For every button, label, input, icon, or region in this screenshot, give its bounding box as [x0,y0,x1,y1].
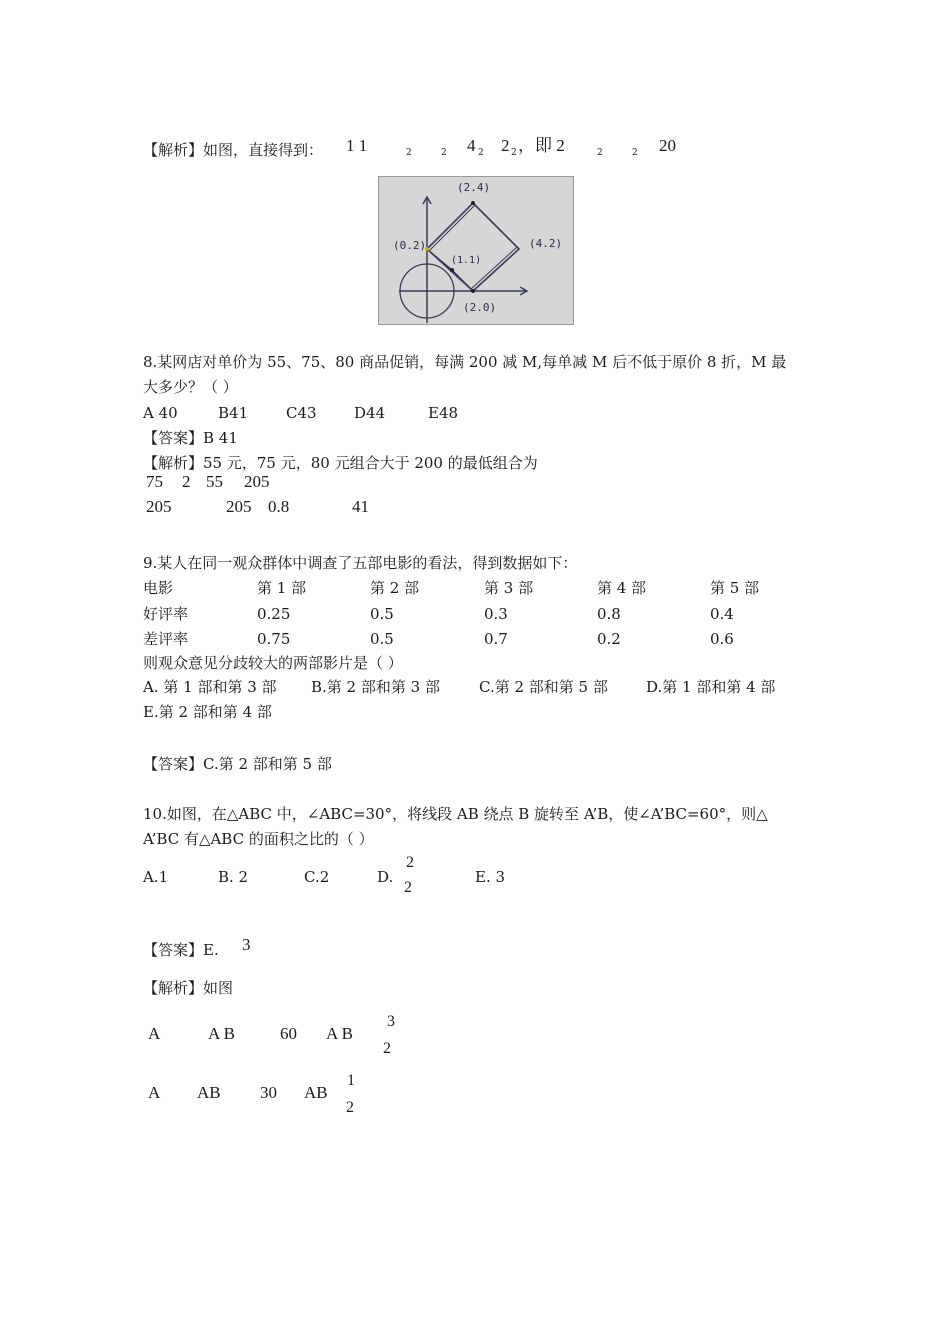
equation-part: ，即 2 [518,136,565,155]
diamond-shape [427,203,519,291]
table-header: 第 1 部 [257,579,307,597]
coordinate-sketch [379,177,573,324]
q8-calc: 205 [146,497,172,516]
q10-option-d-denominator: 2 [404,879,412,896]
equation-part: 4 [467,136,476,155]
equation-part: 20 [659,136,676,155]
table-header: 第 5 部 [710,579,760,597]
equation-part: 2 [406,148,412,158]
q10-line2: A’BC 有△ABC 的面积之比的（ ） [143,830,374,848]
table-header: 第 4 部 [597,579,647,597]
q9-answer: 【答案】C.第 2 部和第 5 部 [143,755,332,773]
q8-calc: 205 [244,472,270,491]
table-cell: 0.6 [710,630,734,648]
table-cell: 0.25 [257,605,291,623]
q8-line2: 大多少？（ ） [143,378,238,396]
table-cell: 0.3 [484,605,508,623]
table-cell: 0.8 [597,605,621,623]
table-cell: 0.2 [597,630,621,648]
table-header: 电影 [143,579,174,597]
q10-answer-value: 3 [242,935,251,954]
analysis-label: 【解析】如图，直接得到： [143,141,324,159]
q10-calc: 30 [260,1083,277,1102]
q9-question: 9.某人在同一观众群体中调查了五部电影的看法，得到数据如下： [143,554,578,572]
point [471,289,475,293]
equation-part: 1 1 [346,136,368,155]
q10-calc: A [148,1024,161,1043]
q10-option-d: D. [377,868,394,886]
q9-prompt: 则观众意见分歧较大的两部影片是（ ） [143,654,403,672]
table-cell: 0.75 [257,630,291,648]
equation-part: 2 [597,148,603,158]
q10-option-a: A.1 [143,868,169,886]
table-cell: 0.5 [370,630,394,648]
q9-option-c: C.第 2 部和第 5 部 [479,678,608,696]
q8-calc: 55 [206,472,223,491]
q10-calc: 60 [280,1024,297,1043]
q8-calc: 0.8 [268,497,290,516]
q8-option-a: A 40 [143,404,178,422]
point [450,268,454,272]
q8-option-e: E48 [428,404,459,422]
q9-option-e: E.第 2 部和第 4 部 [143,703,272,721]
table-cell: 差评率 [143,630,189,648]
q10-calc-denominator: 2 [383,1040,391,1057]
q8-option-c: C43 [286,404,317,422]
q8-calc: 75 [146,472,163,491]
q10-line1: 10.如图，在△ABC 中，∠ABC=30°，将线段 AB 绕点 B 旋转至 A’B，使∠A’BC=60°，则△ [143,805,768,823]
equation-part: 2 [478,148,484,158]
q10-option-d-numerator: 2 [406,854,414,871]
q8-calc: 2 [182,472,191,491]
q9-option-a: A. 第 1 部和第 3 部 [143,678,277,696]
equation-part: 2 [511,148,517,158]
q10-analysis: 【解析】如图 [143,979,234,997]
label-1-1: (1.1) [451,255,482,266]
label-0-2: (0.2) [393,239,427,252]
q10-calc: A [148,1083,161,1102]
q10-calc-numerator: 1 [347,1072,355,1089]
q8-option-d: D44 [354,404,386,422]
table-header: 第 2 部 [370,579,420,597]
q10-answer-label: 【答案】E. [143,941,219,959]
equation-part: 2 [501,136,510,155]
q9-option-b: B.第 2 部和第 3 部 [311,678,440,696]
q10-option-c: C.2 [304,868,330,886]
table-cell: 0.5 [370,605,394,623]
q8-answer: 【答案】B 41 [143,429,238,447]
table-cell: 好评率 [143,605,189,623]
q8-calc: 205 [226,497,252,516]
q10-calc: AB [304,1083,328,1102]
label-2-4: (2.4) [457,181,491,194]
q8-option-b: B41 [218,404,249,422]
label-2-0: (2.0) [463,301,497,314]
point [471,201,475,205]
equation-part: 2 [441,148,447,158]
coordinate-figure [378,176,574,325]
q10-calc: A B [326,1024,353,1043]
table-cell: 0.4 [710,605,734,623]
q8-calc: 41 [352,497,369,516]
q10-calc-numerator: 3 [387,1013,395,1030]
q10-calc-denominator: 2 [346,1099,354,1116]
equation-part: 2 [632,148,638,158]
q10-calc: A B [208,1024,235,1043]
q8-line1: 8.某网店对单价为 55、75、80 商品促销，每满 200 减 M,每单减 M 后不低于原价 8 折，M 最 [143,353,787,371]
q9-option-d: D.第 1 部和第 4 部 [646,678,776,696]
label-4-2: (4.2) [529,237,563,250]
q8-analysis: 【解析】55 元，75 元，80 元组合大于 200 的最低组合为 [143,454,538,472]
q10-option-e: E. 3 [475,868,506,886]
table-header: 第 3 部 [484,579,534,597]
table-cell: 0.7 [484,630,508,648]
q10-option-b: B. 2 [218,868,249,886]
q10-calc: AB [197,1083,221,1102]
